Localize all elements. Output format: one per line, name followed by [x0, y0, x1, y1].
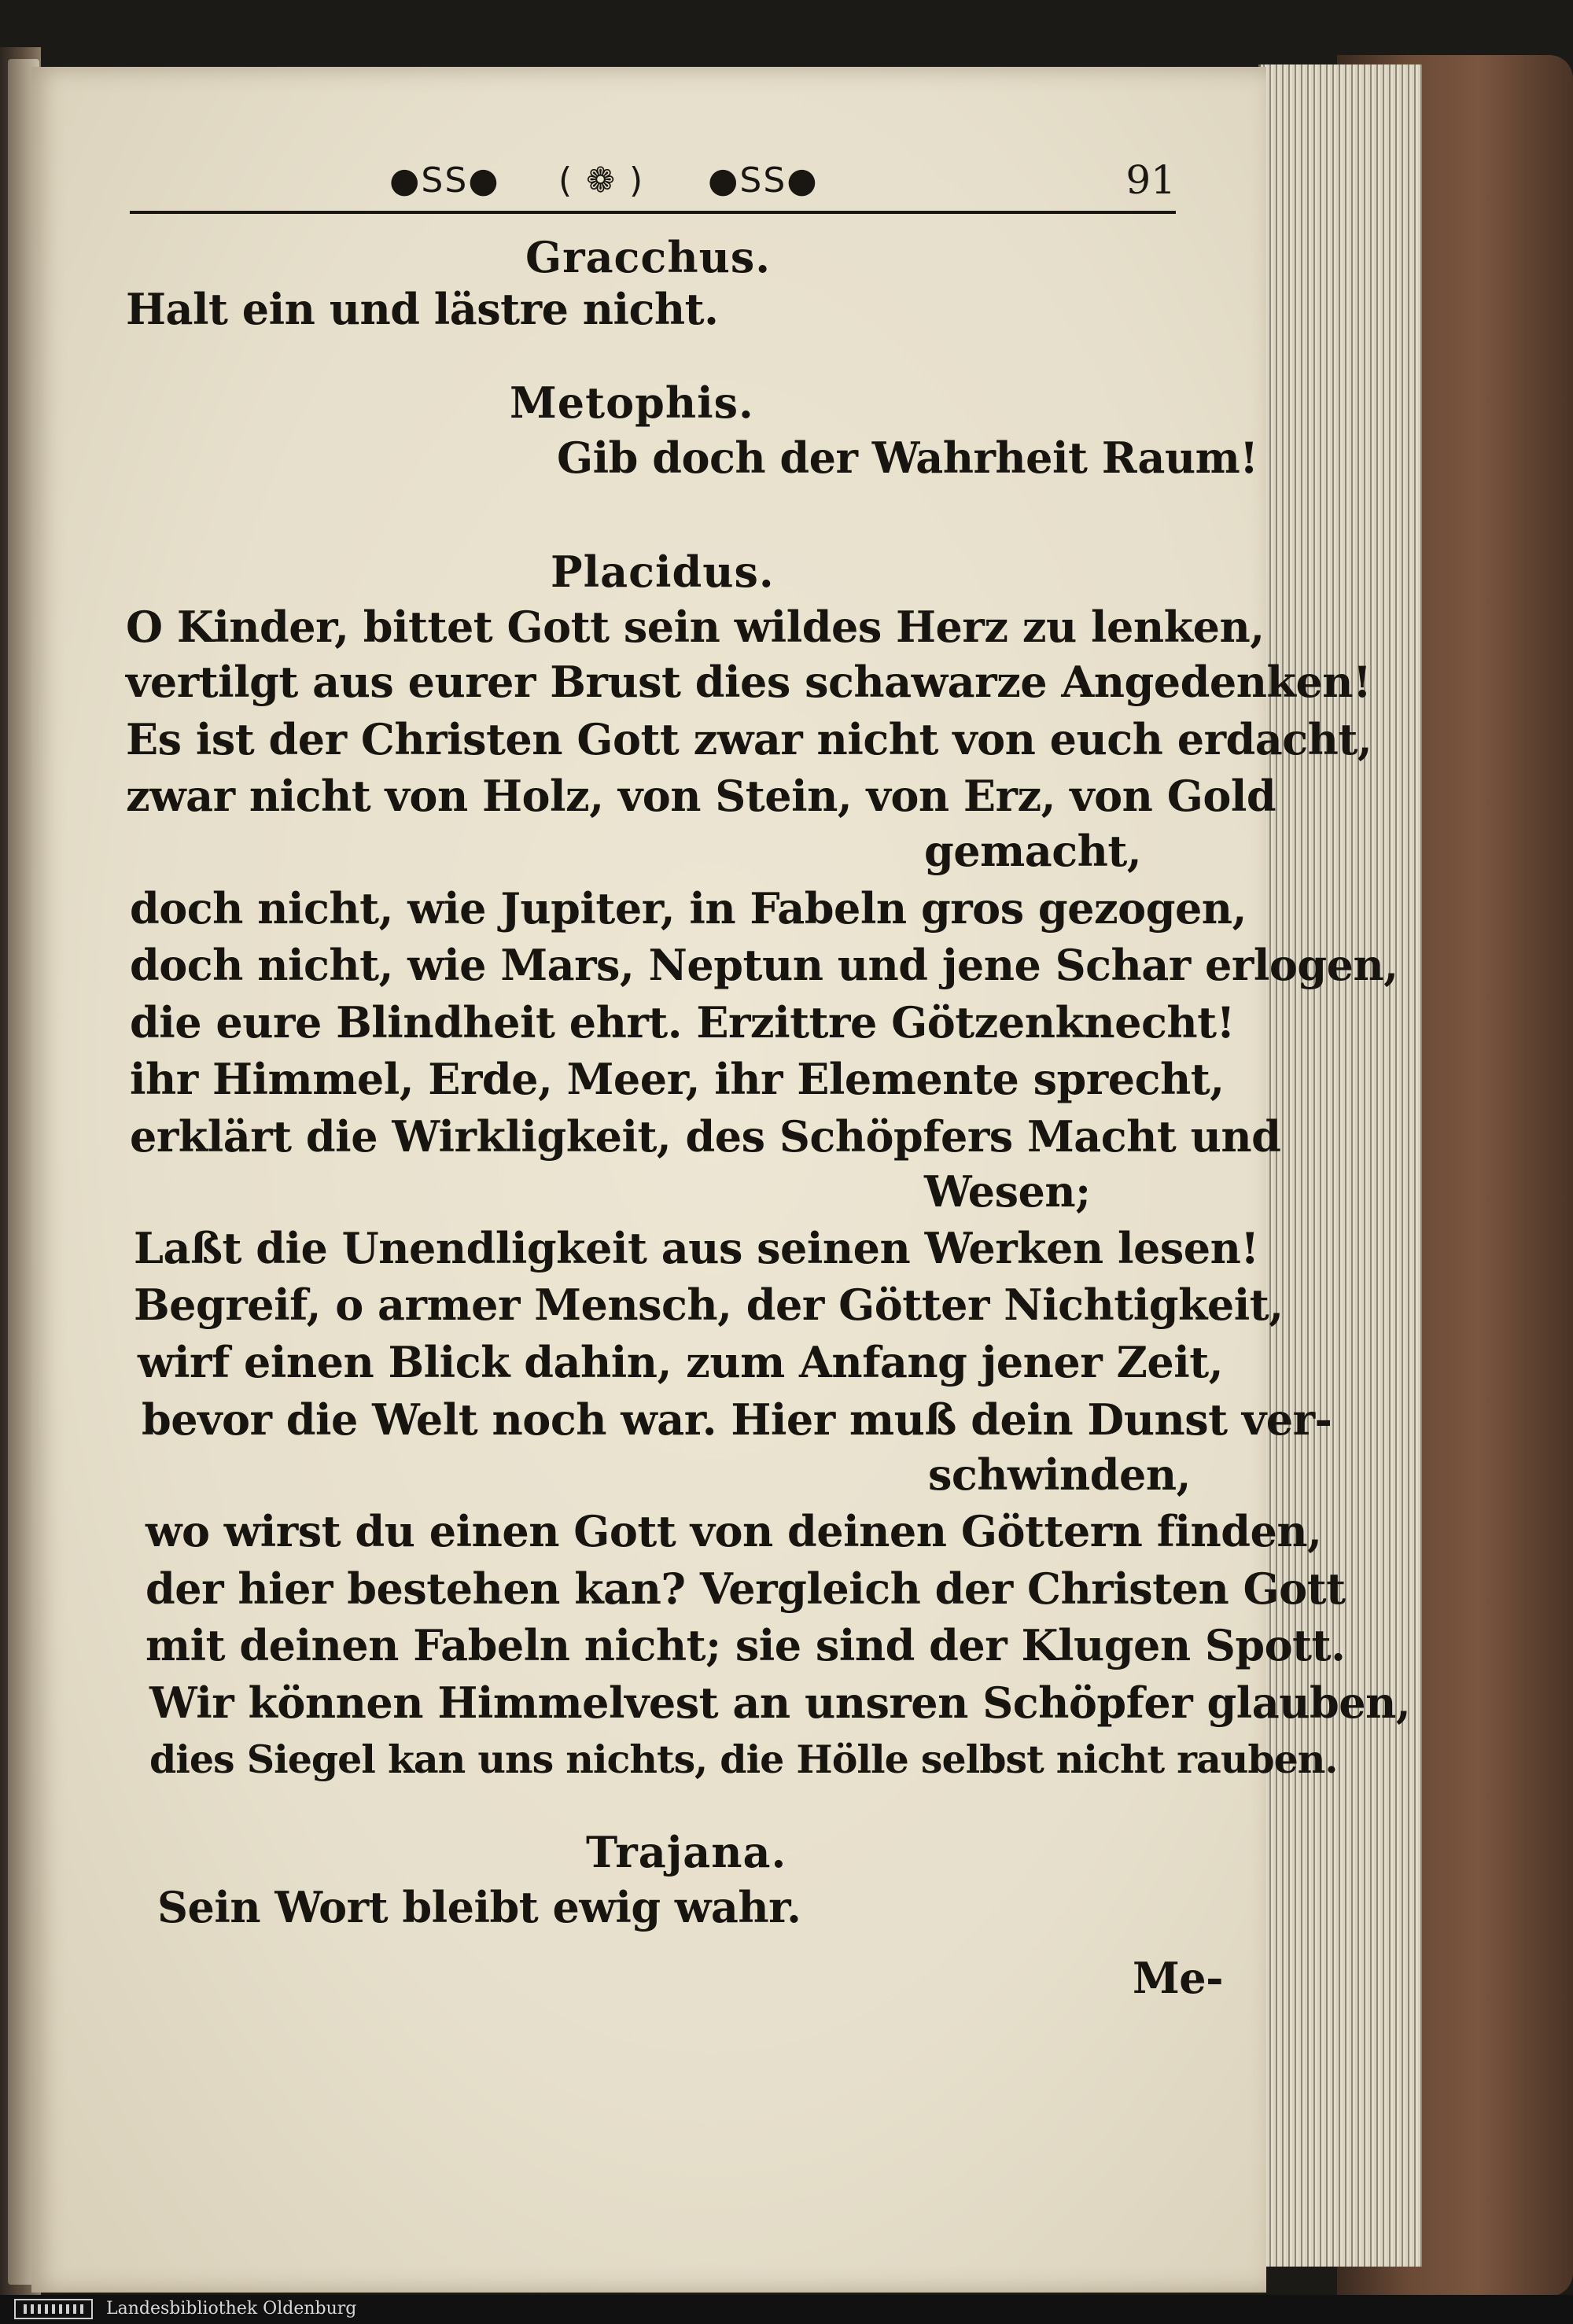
- page-fore-edge: [1258, 64, 1422, 2267]
- verse-line: O Kinder, bittet Gott sein wildes Herz zu lenken,: [126, 602, 1265, 652]
- footer-institution: Landesbibliothek Oldenburg: [106, 2299, 357, 2318]
- verse-line: Sein Wort bleibt ewig wahr.: [157, 1882, 801, 1932]
- header-ornament-center: ( ❁ ): [558, 160, 645, 201]
- header-ornament-right: ●SS●: [708, 160, 819, 201]
- verse-line: Wir können Himmelvest an unsren Schöpfer glauben,: [149, 1678, 1411, 1728]
- verse-line: Wesen;: [924, 1166, 1091, 1217]
- verse-line: vertilgt aus eurer Brust dies schawarze Angedenken!: [126, 657, 1372, 707]
- verse-line: mit deinen Fabeln nicht; sie sind der Klugen Spott.: [146, 1620, 1346, 1670]
- verse-line: der hier bestehen kan? Vergleich der Christen Gott: [146, 1563, 1346, 1614]
- speaker-name: Placidus.: [551, 547, 775, 597]
- speaker-name: Gracchus.: [525, 232, 772, 282]
- verse-line: erklärt die Wirkligkeit, des Schöpfers Macht und: [130, 1111, 1281, 1162]
- verse-line: gemacht,: [924, 826, 1142, 876]
- verse-line: zwar nicht von Holz, von Stein, von Erz, von Gold: [126, 771, 1276, 821]
- verse-line: Halt ein und lästre nicht.: [126, 284, 719, 334]
- page-number: 91: [1125, 157, 1176, 203]
- verse-line: die eure Blindheit ehrt. Erzittre Götzenknecht!: [130, 997, 1235, 1048]
- verse-line: doch nicht, wie Jupiter, in Fabeln gros gezogen,: [130, 883, 1247, 934]
- verse-line: doch nicht, wie Mars, Neptun und jene Schar erlogen,: [130, 940, 1398, 990]
- verse-line: Es ist der Christen Gott zwar nicht von euch erdacht,: [126, 714, 1372, 764]
- header-ornament-left: ●SS●: [389, 160, 500, 201]
- verse-line: wo wirst du einen Gott von deinen Göttern finden,: [146, 1506, 1322, 1556]
- speaker-name: Metophis.: [510, 378, 754, 428]
- verse-line: wirf einen Blick dahin, zum Anfang jener Zeit,: [138, 1337, 1224, 1387]
- verse-line: Gib doch der Wahrheit Raum!: [557, 433, 1258, 483]
- library-logo-icon: [14, 2299, 93, 2319]
- verse-line: dies Siegel kan uns nichts, die Hölle selbst nicht rauben.: [149, 1737, 1338, 1782]
- verse-line: Begreif, o armer Mensch, der Götter Nichtigkeit,: [134, 1280, 1284, 1330]
- verse-line: ihr Himmel, Erde, Meer, ihr Elemente sprecht,: [130, 1054, 1225, 1104]
- verse-line: bevor die Welt noch war. Hier muß dein Dunst ver-: [142, 1394, 1332, 1445]
- catchword: Me-: [1133, 1953, 1224, 2003]
- verse-line: Laßt die Unendligkeit aus seinen Werken lesen!: [134, 1223, 1259, 1273]
- verse-line: schwinden,: [928, 1449, 1191, 1500]
- speaker-name: Trajana.: [586, 1827, 787, 1877]
